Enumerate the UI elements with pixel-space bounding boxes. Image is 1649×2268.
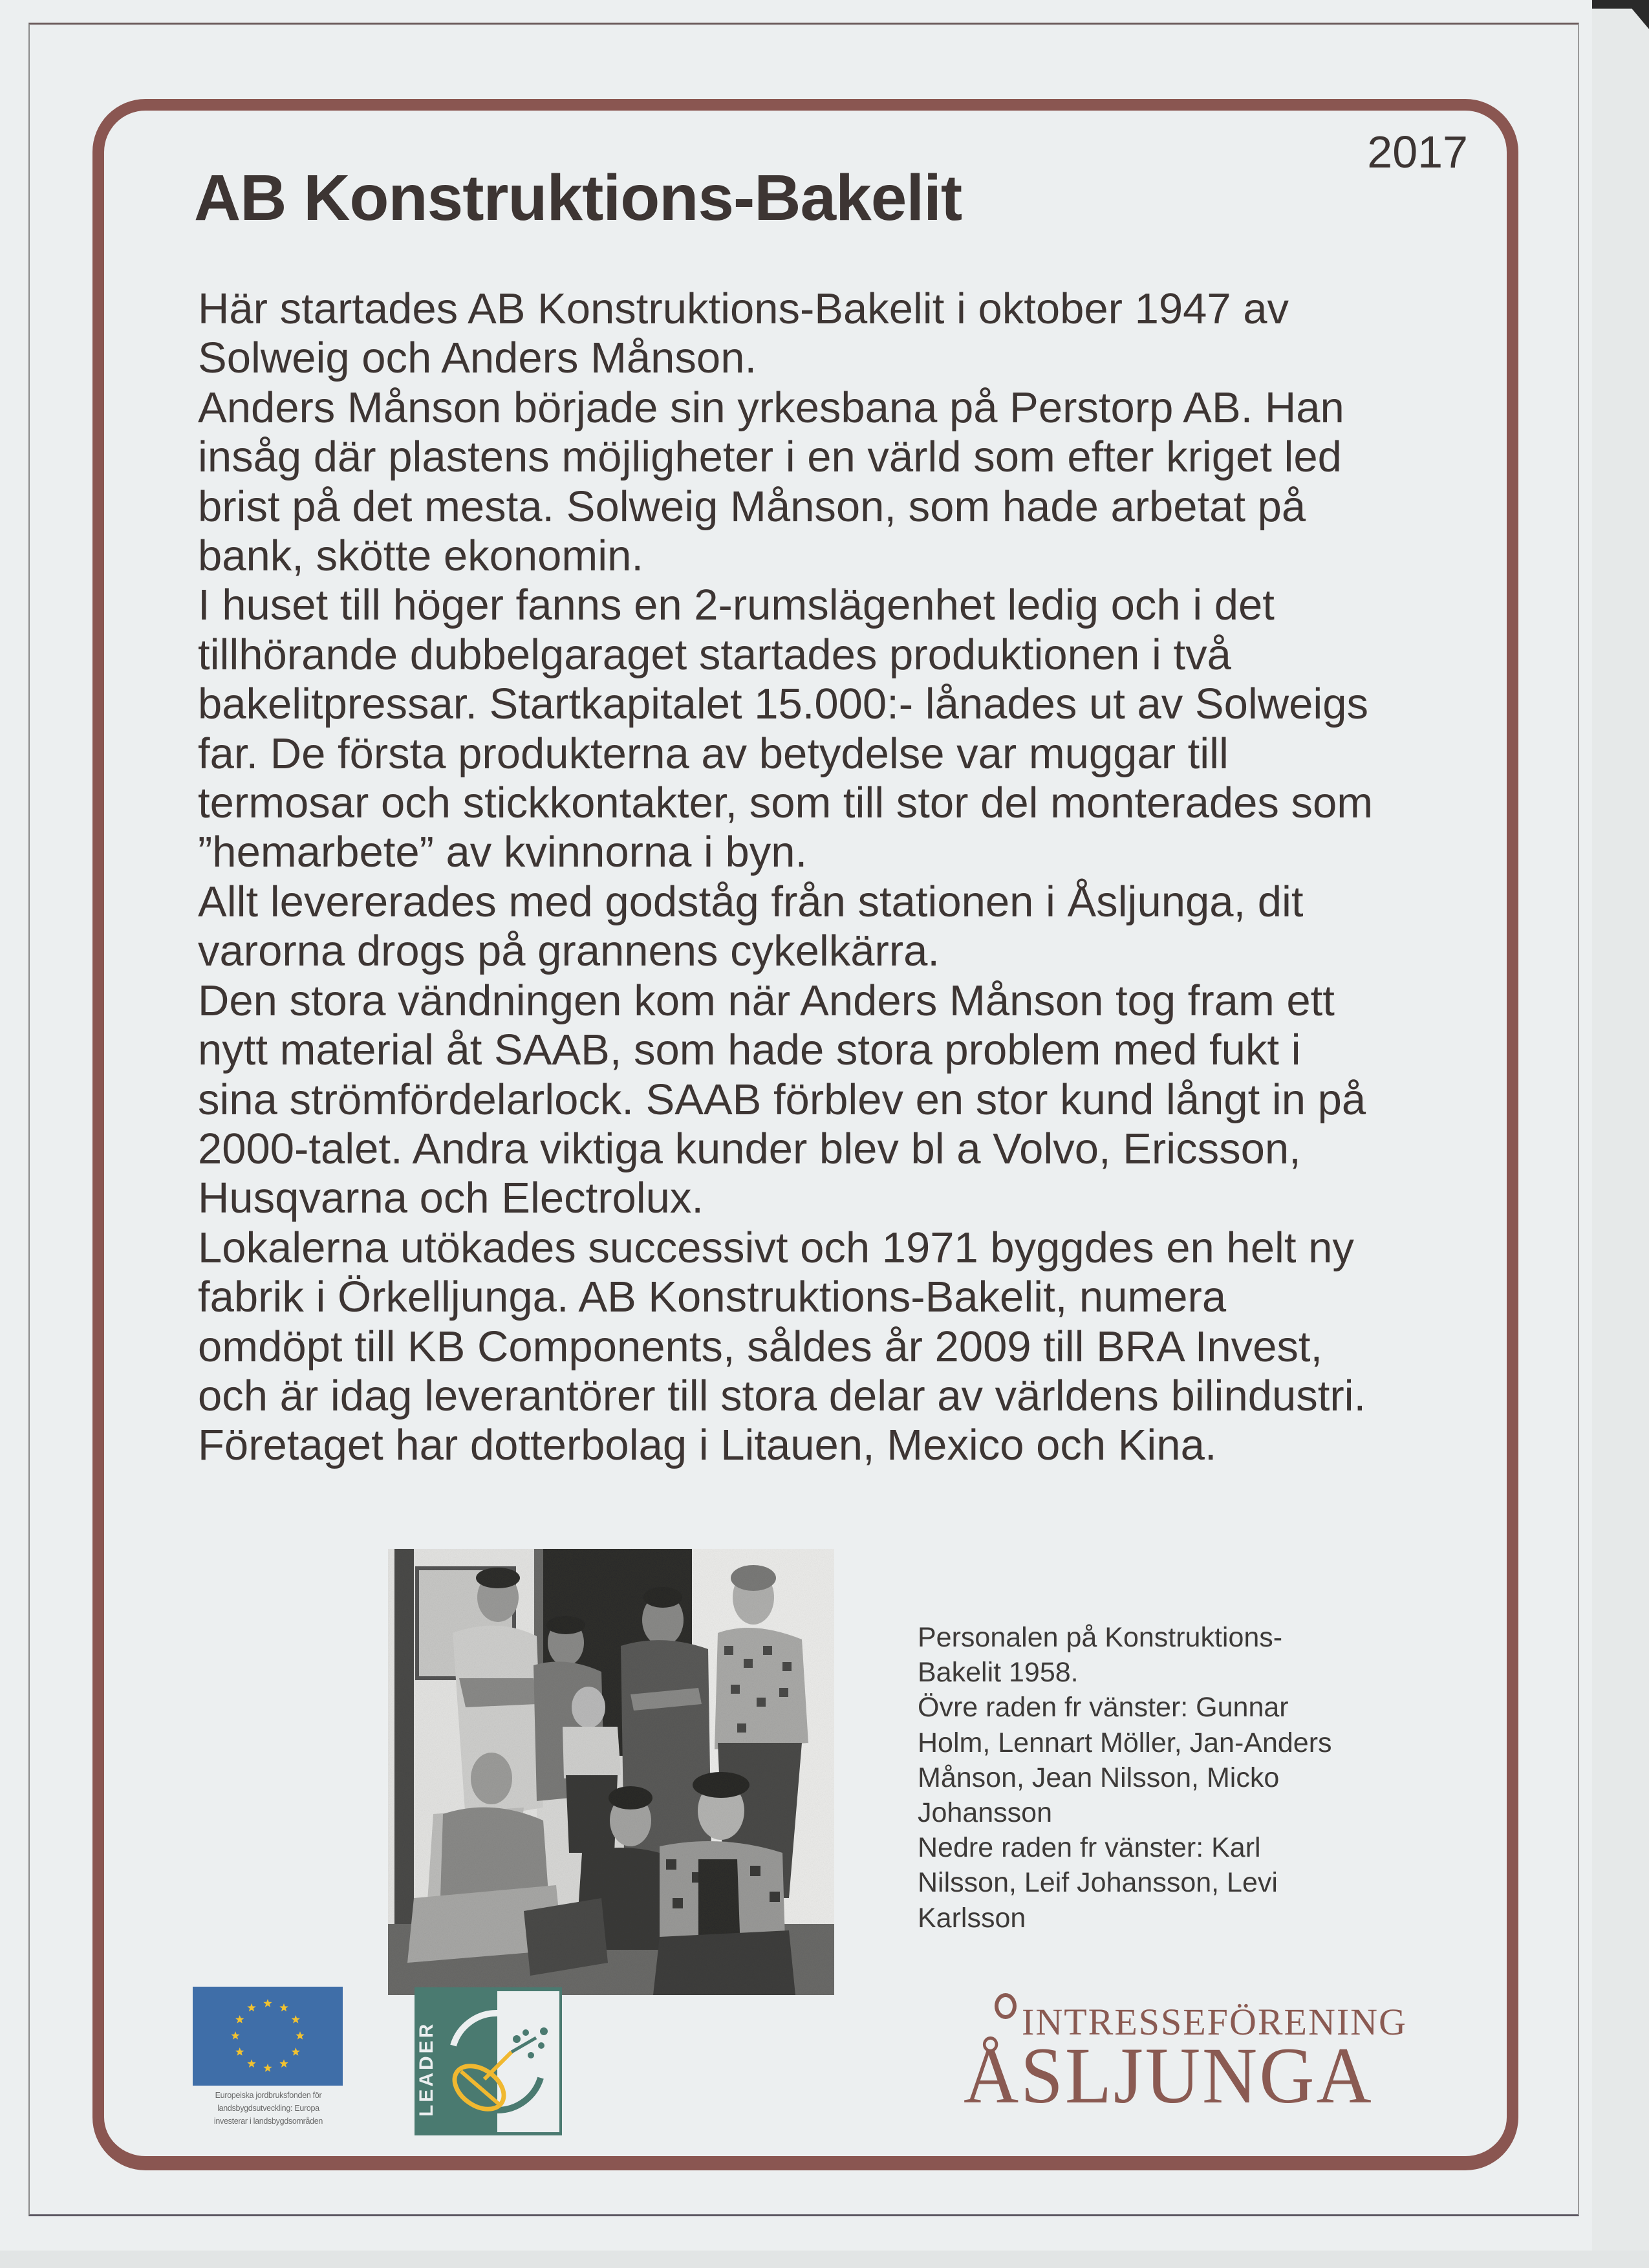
body-text-line: bakelitpressar. Startkapitalet 15.000:- lånades ut av Solweigs: [198, 680, 1369, 729]
asljunga-association-logo: [957, 1998, 1487, 2121]
eu-star-icon: [292, 2047, 300, 2056]
eu-fund-caption: [188, 2089, 349, 2128]
eu-star-icon: [247, 2003, 255, 2012]
caption-line: Personalen på Konstruktions-: [918, 1622, 1283, 1653]
body-text-line: Anders Månson började sin yrkesbana på Perstorp AB. Han: [198, 383, 1344, 432]
leader-logo: [415, 1987, 562, 2135]
body-text-line: sina strömfördelarlock. SAAB förblev en stor kund långt in på: [198, 1075, 1366, 1124]
body-text-line: nytt material åt SAAB, som hade stora problem med fukt i: [198, 1026, 1301, 1075]
eu-star-icon: [235, 2047, 244, 2056]
body-text-line: insåg där plastens möjligheter i en värld som efter kriget led: [198, 433, 1342, 482]
body-text-line: Här startades AB Konstruktions-Bakelit i oktober 1947 av: [198, 285, 1289, 333]
asljunga-logo-top: INTRESSEFÖRENING: [1022, 2001, 1407, 2043]
caption-line: Övre raden fr vänster: Gunnar: [918, 1692, 1289, 1723]
caption-line: Karlsson: [918, 1902, 1026, 1934]
body-text-line: Allt levererades med godståg från stationen i Åsljunga, dit: [198, 877, 1304, 926]
body-text: [198, 285, 1465, 1471]
body-text-line: Lokalerna utökades successivt och 1971 byggdes en helt ny: [198, 1223, 1354, 1272]
eu-caption-line: landsbygdsutveckling: Europa: [217, 2104, 319, 2113]
body-text-line: och är idag leverantörer till stora delar av världens bilindustri.: [198, 1371, 1366, 1420]
eu-star-icon: [292, 2015, 300, 2024]
leader-emblem-icon: [415, 1987, 562, 2135]
eu-star-icon: [235, 2015, 244, 2024]
eu-star-icon: [247, 2059, 255, 2068]
caption-line: Månson, Jean Nilsson, Micko: [918, 1762, 1280, 1793]
leader-text: LEADER: [416, 2021, 437, 2117]
eu-star-icon: [231, 2031, 239, 2040]
page-title: AB Konstruktions-Bakelit: [194, 162, 962, 234]
body-text-line: Företaget har dotterbolag i Litauen, Mexico och Kina.: [198, 1421, 1217, 1470]
a-ring-icon: [995, 1993, 1017, 2019]
year-label: 2017: [1367, 127, 1468, 177]
eu-caption-line: investerar i landsbygdsområden: [213, 2117, 323, 2126]
eu-flag-logo: [193, 1987, 343, 2086]
body-text-line: Den stora vändningen kom när Anders Månson tog fram ett: [198, 976, 1335, 1025]
eu-star-icon: [263, 1999, 272, 2007]
photo-caption: [918, 1620, 1409, 1936]
body-text-line: fabrik i Örkelljunga. AB Konstruktions-Bakelit, numera: [198, 1273, 1227, 1322]
body-text-line: varorna drogs på grannens cykelkärra.: [198, 927, 940, 976]
eu-star-icon: [263, 2064, 272, 2072]
body-text-line: tillhörande dubbelgaraget startades produktionen i två: [198, 630, 1231, 679]
body-text-line: termosar och stickkontakter, som till stor del monterades som: [198, 779, 1374, 828]
eu-star-icon: [279, 2003, 288, 2012]
caption-line: Holm, Lennart Möller, Jan-Anders: [918, 1727, 1332, 1758]
body-text-line: Husqvarna och Electrolux.: [198, 1174, 704, 1223]
body-text-line: Solweig och Anders Månson.: [198, 334, 757, 383]
staff-photo-1958: [388, 1549, 834, 1995]
body-text-line: far. De första produkterna av betydelse var muggar till: [198, 729, 1229, 778]
body-text-line: ”hemarbete” av kvinnorna i byn.: [198, 828, 808, 877]
scanner-bottom-edge: [0, 2251, 1649, 2268]
eu-stars-icon: [193, 1987, 343, 2086]
eu-star-icon: [296, 2031, 304, 2040]
eu-caption-line: Europeiska jordbruksfonden för: [215, 2091, 322, 2100]
body-text-line: omdöpt till KB Components, såldes år 2009 till BRA Invest,: [198, 1322, 1323, 1371]
caption-line: Johansson: [918, 1797, 1052, 1829]
caption-line: Nilsson, Leif Johansson, Levi: [918, 1867, 1278, 1899]
caption-line: Nedre raden fr vänster: Karl: [918, 1832, 1261, 1864]
body-text-line: bank, skötte ekonomin.: [198, 532, 644, 581]
body-text-line: I huset till höger fanns en 2-rumslägenhet ledig och i det: [198, 581, 1275, 630]
body-text-line: brist på det mesta. Solweig Månson, som hade arbetat på: [198, 482, 1306, 531]
staff-photo-image: [388, 1549, 834, 1995]
eu-star-icon: [279, 2059, 288, 2068]
body-text-line: 2000-talet. Andra viktiga kunder blev bl a Volvo, Ericsson,: [198, 1124, 1301, 1173]
caption-line: Bakelit 1958.: [918, 1657, 1079, 1689]
scanner-background: [1592, 0, 1649, 2268]
asljunga-logo-main: ÅSLJUNGA: [964, 2031, 1374, 2121]
